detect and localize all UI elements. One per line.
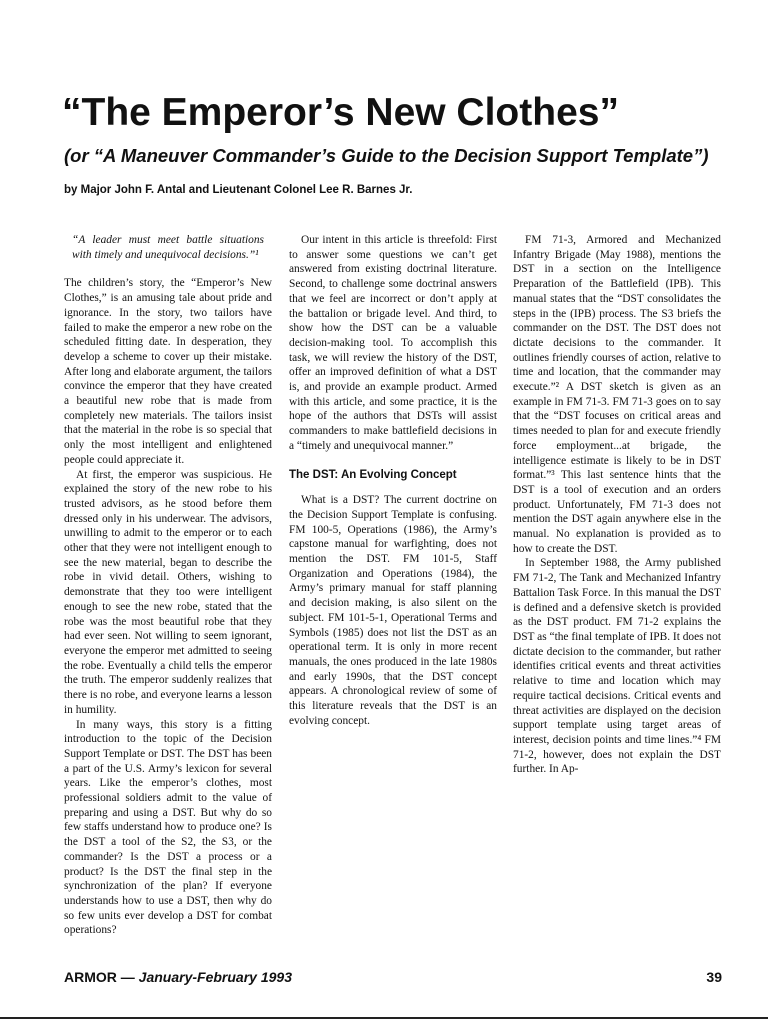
article-byline: by Major John F. Antal and Lieutenant Colonel Lee R. Barnes Jr. [64,184,413,196]
text-column-1 [64,233,272,937]
publication-name: ARMOR — [64,969,135,985]
paragraph: In September 1988, the Army published FM 71-2, The Tank and Mechanized Infantry Battalion Task Force. In this manual the DST is defined and a defensive sketch is provided as the DST product. FM 71-2 explains the DST as “the final template of IPB. It does not dictate decision to the commander, but rather identifies critical events and threat activities relative to time and location which may require tactical decisions. Critical events and threat activities are displayed on the decision support template using target areas of interest, decision points and time lines.”⁴ FM 71-2, however, does not explain the DST further. In Ap- [513,557,721,776]
footer-rule [0,1017,768,1019]
paragraph: Our intent in this article is threefold: First to answer some questions we can’t get answered from existing doctrinal literature. Second, to challenge some doctrinal answers that we feel are incorrect or don’t apply at the battalion or brigade level. And third, to show how the DST can be a valuable decision-making tool. To accomplish this task, we will review the history of the DST, offer an improved definition of what a DST is, and provide an example product. Armed with this article, and some practice, it is the hope of the authors that DSTs will assist commanders to make battlefield decisions in a “timely and unequivocal manner.” [289,234,497,452]
paragraph: FM 71-3, Armored and Mechanized Infantry Brigade (May 1988), mentions the DST in a section on the Intelligence Preparation of the Battlefield (IPB). This manual states that the “DST consolidates the steps in the (IPB) process. The S3 briefs the commander on the DST. The DST does not dictate decisions to the commander. It outlines friendly courses of action, relative to time and location, that the commander may execute.”² A DST sketch is given as an example in FM 71-3. FM 71-3 goes on to say that the “DST focuses on critical areas and times needed to plan for and execute friendly force employment...at brigade, the intelligence estimate is likely to be in DST format.”³ This last sentence hints that the DST is a tool of execution and an orders product. Unfortunately, FM 71-3 does not mention the DST again anywhere else in the manual. No explanation is provided as to how to create the DST. [513,234,721,555]
paragraph: The children’s story, the “Emperor’s New Clothes,” is an amusing tale about pride and ignorance. In the story, two tailors have failed to make the emperor a new robe on the scheduled fitting date. In desperation, they develop a scheme to cover up their mistake. After long and elaborate argument, the tailors convince the emperor that they have created a beautiful new robe that is made from completely new materials. The tailors insist that the material in the robe is so special that only the most intelligent and enlightened people could appreciate it. [64,277,272,466]
issue-date: January-February 1993 [138,969,292,985]
paragraph: What is a DST? The current doctrine on the Decision Support Template is confusing. FM 100-5, Operations (1986), the Army’s capstone manual for warfighting, does not mention the DST. FM 101-5, Staff Organization and Operations (1984), the Army’s primary manual for staff planning and decision making, is also silent on the subject. FM 101-5-1, Operational Terms and Symbols (1985) does not list the DST as an operational term. It is only in more recent manuals, the ones produced in the late 1980s and early 1990s, that the DST concept appears. A chronological review of some of this literature reveals that the DST is an evolving concept. [289,494,497,727]
page-number: 39 [706,969,722,985]
paragraph: In many ways, this story is a fitting introduction to the topic of the Decision Support Template or DST. The DST has been a part of the U.S. Army’s lexicon for several years. Like the emperor’s clothes, most professional soldiers admit to the value of preparing and using a DST. But why do so few staffs understand how to produce one? Is the DST a tool of the S2, the S3, or the commander? Is the DST a process or a product? Is the DST the final step in the synchronization of the plan? If everyone understands how to use a DST, then why do so few units ever develop a DST for combat operations? [64,718,272,937]
epigraph: “A leader must meet battle situations with timely and unequivocal decisions.”¹ [72,234,264,261]
paragraph: At first, the emperor was suspicious. He explained the story of the new robe to his trusted advisors, as he stood before them dressed only in his underwear. The advisors, unwilling to admit to the emperor or to each other that they were not intelligent enough to see the new material, began to describe the robe in vivid detail. Others, wishing to demonstrate that they too were intelligent enough to see the new robe, stated that the robe was the most beautiful robe that they had ever seen. Not willing to seem ignorant, everyone the emperor met admitted to seeing the robe. Eventually a child tells the emperor the truth. The emperor suddenly realizes that there is no robe, and everyone learns a lesson in humility. [64,468,272,716]
article-subtitle: (or “A Maneuver Commander’s Guide to the Decision Support Template”) [64,145,709,166]
article-title: “The Emperor’s New Clothes” [62,91,619,134]
section-heading: The DST: An Evolving Concept [289,468,457,481]
footer-publication [64,969,292,985]
text-column-2 [289,233,497,873]
text-column-3 [513,233,721,873]
